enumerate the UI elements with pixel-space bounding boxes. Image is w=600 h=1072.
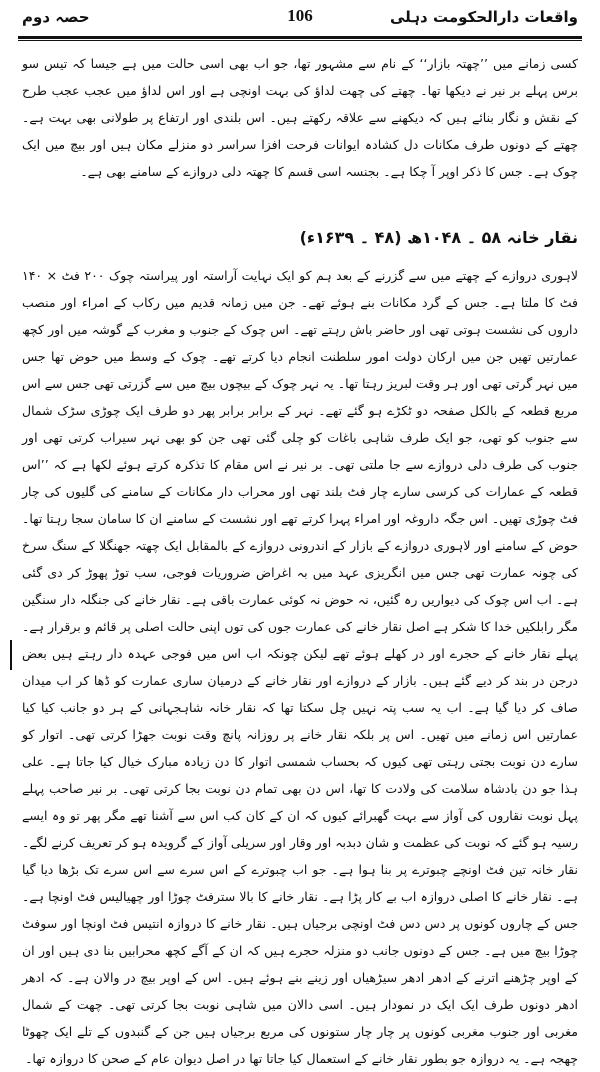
margin-mark bbox=[10, 640, 12, 670]
running-title: واقعات دارالحکومت دہلی bbox=[389, 8, 578, 26]
section-heading: نقار خانہ ۵۸ ۔ ۱۰۴۸ھ (۴۸ ۔ ۱۶۳۹ء) bbox=[299, 228, 578, 247]
page-header bbox=[22, 4, 578, 34]
header-rule bbox=[18, 36, 582, 39]
body-paragraph: لاہوری دروازے کے چھتے میں سے گزرنے کے بعد ہم کو ایک نہایت آراستہ اور پیراستہ چوک ۲۰۰ فٹ × ۱۴۰ فٹ کا ملتا ہے۔ جس کے گرد مکانات بنے ہوئے تھے۔ جن میں زمانہ قدیم میں رکاب کے امراء اور منصب داروں کی نشست ہوتی تھی اور حاضر باش رہتے تھے۔ اس چوک کے جنوب و مغرب کے گوشہ میں اور کچھ عمارتیں تھیں جن میں ارکان دولت امور سلطنت انجام دیا کرتے تھے۔ چوک کے وسط میں حوض تھا جس میں نہر گرتی تھی اور ہر وقت لبریز رہتا تھا۔ یہ نہر چوک کے بیچوں بیچ میں سے گزرتی تھی جس سے اس مربع قطعہ کے بالکل صفحہ دو ٹکڑے ہو گئے تھے۔ نہر کے برابر برابر پھر دو طرف ایک چوڑی سڑک شمال سے جنوب کو تھی، جو ایک طرف شاہی باغات کو چلی گئی تھی جن کو بھی نہر سیراب کرتی تھی اور جنوب کی طرف دلی دروازے سے جا ملتی تھی۔ بر نیر نے اس مقام کا تذکرہ کرتے ہوئے لکھا ہے کہ ’’اس قطعہ کے عمارات کی کرسی سارے چار فٹ بلند تھی اور محراب دار مکانات کے سامنے کی گلیوں کی چار فٹ چوڑی تھیں۔ اس جگہ داروغہ اور امراء پہرا کرتے تھے اور نشست کے سامنے ان کا سامان سجا رہتا تھا۔ حوض کے سامنے اور لاہوری دروازے کے بازار کے اندرونی دروازے کے بالمقابل ایک چھتہ جھنگلا کے سنگ سرخ کی چونہ عمارت تھی جس میں انگریزی عہد میں بہ اغراض ضروریات فوجی، سب توڑ پھوڑ کر دی گئی ہے۔ اب اس چوک کی دیواریں رہ گئیں، نہ حوض نہ کوئی عمارت باقی ہے۔ نقار خانے کی جنگلہ دار سنگین مگر رابلکیں خدا کا شکر ہے اصل نقار خانے کی عمارت جوں کی توں اپنی حالت اصلی پر قائم و برقرار ہے۔ پہلے نقار خانے کے حجرے اور در کھلے ہوئے تھے لیکن چونکہ اب اس میں فوجی عہدہ دار رہتے ہیں بعض درجن در بند کر دیے گئے ہیں۔ بازار کے دروازے اور نقار خانے کے درمیان ساری عمارت کو ڈھا کر اب میدان صاف کر دیا گیا ہے۔ اب یہ سب پتہ نہیں چل سکتا تھا کہ نقار خانہ شاہجہانی کے ہر دو جانب کیا کیا عمارتیں اس زمانے میں تھیں۔ اس پر بلکہ نقار خانے پر روزانہ پانچ وقت نوبت جھڑا کرتی تھی۔ اتوار کو سارے دن نوبت بجتی رہتی تھی کیوں کہ بحساب شمسی اتوار کا دن زیادہ مبارک خیال کیا جاتا ہے۔ علی ہذا جو دن بادشاہ سلامت کی ولادت کا تھا، اس دن بھی تمام دن نوبت بجا کرتی تھی۔ بر نیر صاحب پہلے پہل نوبت نقاروں کی آواز سے بہت گھبرائے کیوں کہ ان کے کان کب اس سے آشنا تھے مگر پھر تو وہ ایسے رسیہ ہو گئے کہ نوبت کی عظمت و شان دبدبہ اور وقار اور سریلی آواز کے گرویدہ ہو کر تعریف کرنے لگے۔ نقار خانہ تین فٹ اونچے چبوترے پر بنا ہوا ہے۔ جو اب چبوترے کے اس سرے سے اس سرے تک بڑھا دیا گیا ہے۔ نقار خانے کا اصلی دروازہ اب بے کار پڑا ہے۔ نقار خانے کا بالا سترفٹ چوڑا اور چھیالیس فٹ اونچا ہے۔ جس کے چاروں کونوں پر دس دس فٹ اونچی برجیاں ہیں۔ نقار خانے کا دروازہ انتیس فٹ اونچا اور سوفٹ چوڑا بیچ میں ہے۔ جس کے دونوں جانب دو منزلہ حجرے ہیں کہ ان کے آگے کچھ محرابیں بنا دی ہیں اور ان کے اوپر چڑھنے اترنے کے ادھر ادھر سیڑھیاں اور زینے بنے ہوئے ہیں۔ اس کے اوپر بیچ در والان ہے۔ کہ ادھر ادھر دونوں طرف ایک ایک در نمودار ہیں۔ اسی دالان میں شاہی نوبت بجا کرتی تھی۔ چھت کے شمال مغربی اور جنوب مغربی کونوں پر چار چار ستونوں کی مربع برجیاں ہیں جن کے گنبدوں کے تلے ایک چھوٹا چھجہ ہے۔ یہ دروازہ جو بطور نقار خانے کے استعمال کیا جاتا تھا در اصل دیوان عام کے صحن کا دروازہ تھا۔ bbox=[22, 268, 578, 1066]
header-rule-thin bbox=[18, 40, 582, 41]
section-label: حصہ دوم bbox=[22, 8, 90, 26]
intro-paragraph: کسی زمانے میں ’’چھتہ بازار‘‘ کے نام سے مشہور تھا، جو اب بھی اسی حالت میں ہے جیسا کہ تیس سو برس پہلے بر نیر نے دیکھا تھا۔ چھتے کی چھت لداؤ کی بہت اونچی ہے اور اس لداؤ میں عجب عجب طرح کے نقش و نگار بنائے ہیں کہ دیکھنے سے علاقہ رکھتے ہیں۔ اس بلندی اور ارتفاع پر طولانی بھی بہت ہے۔ چھتے کے دونوں طرف مکانات دل کشادہ ایوانات فرحت افزا سراسر دو منزلے مکان ہیں اور بیچ میں ایک چوک ہے۔ جس کا ذکر اوپر آ چکا ہے۔ بجنسہ اسی قسم کا چھتہ دلی دروازے کے سامنے بھی ہے۔ bbox=[22, 56, 578, 179]
page-number: 106 bbox=[287, 6, 313, 25]
